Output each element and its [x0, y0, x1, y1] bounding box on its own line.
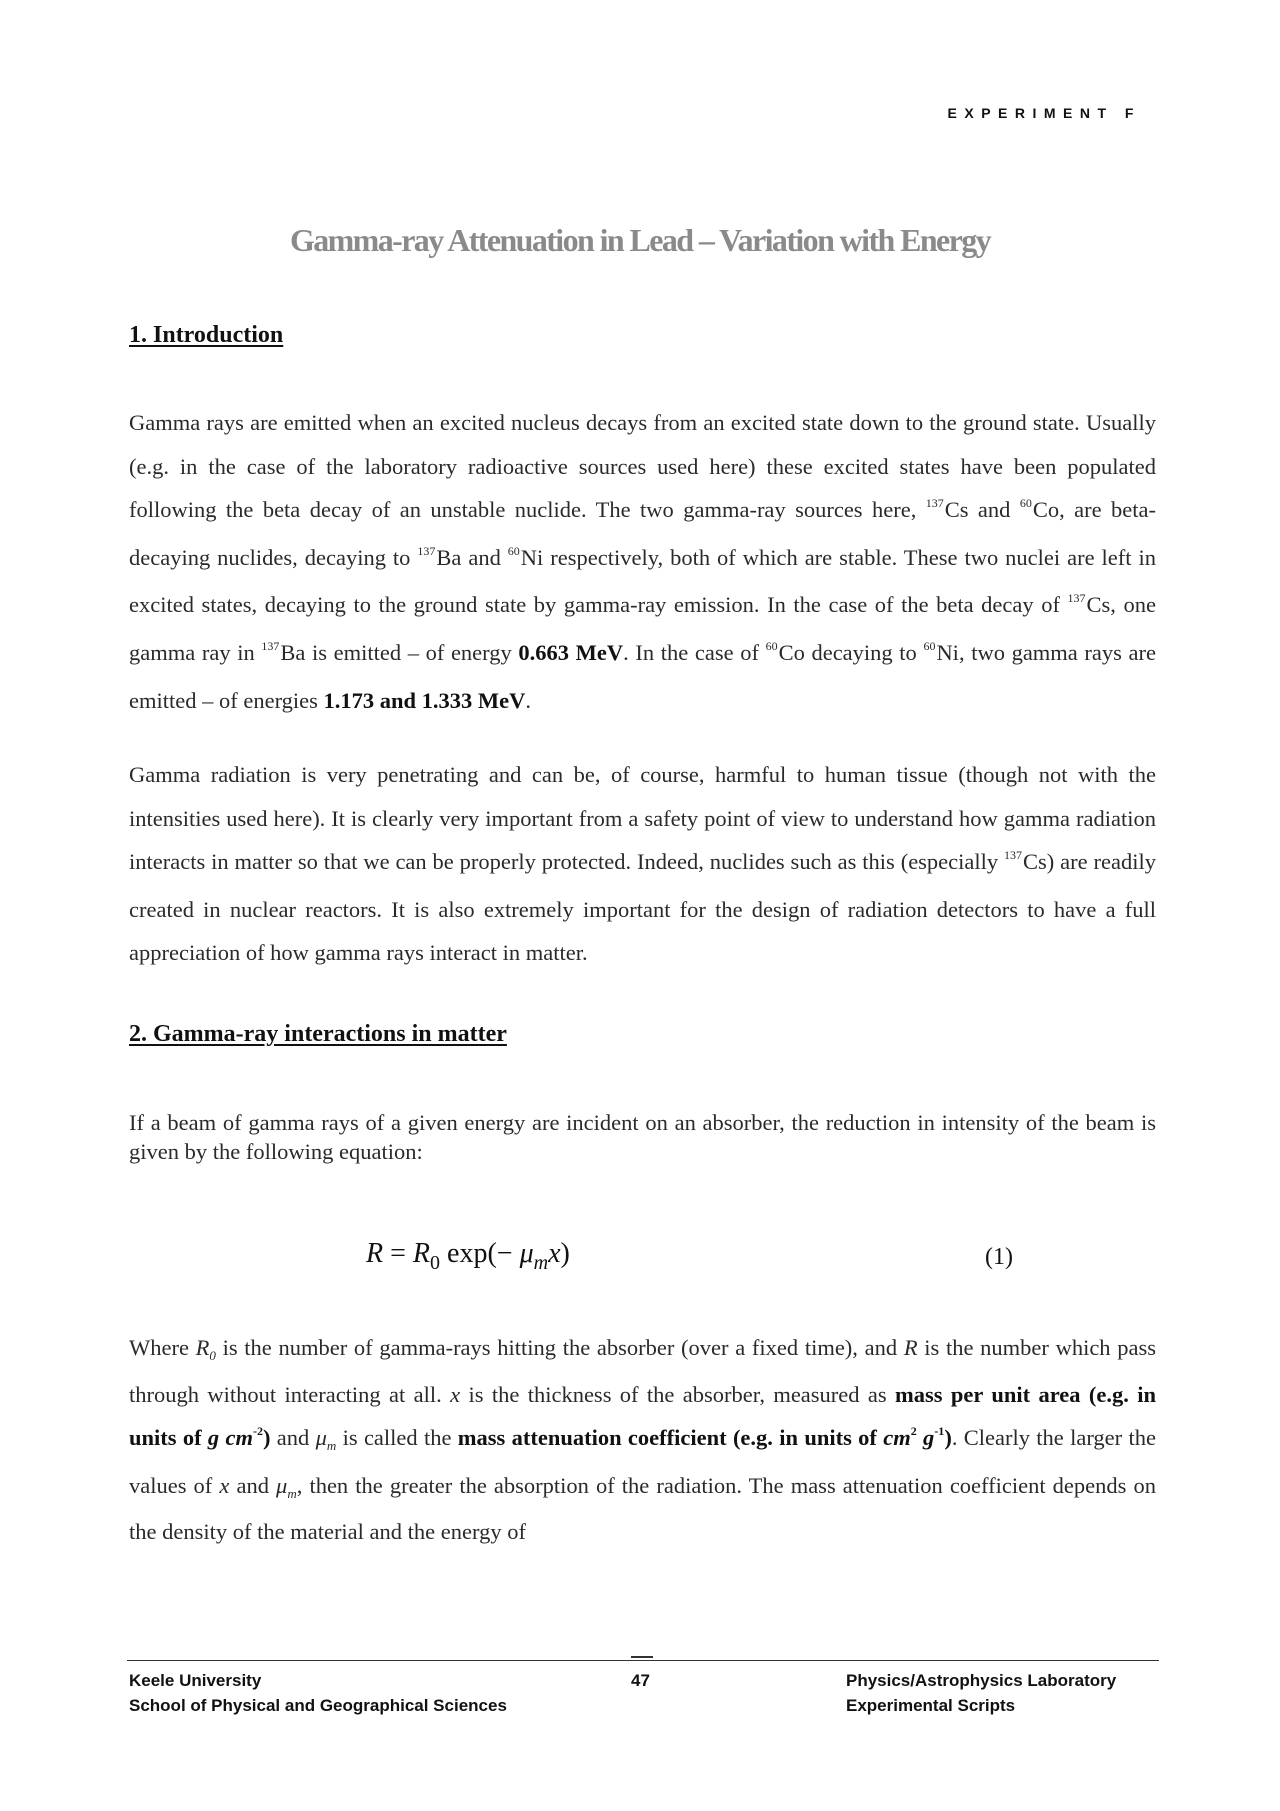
isotope-mass-number: 60	[1019, 496, 1032, 511]
attenuation-equation: $R = R_0$ $\exp(- \mu_mx)$	[366, 1238, 570, 1274]
footer-lab: Physics/Astrophysics Laboratory	[846, 1671, 1117, 1690]
page-number: 47	[631, 1671, 650, 1690]
footer-institution	[129, 1668, 507, 1718]
footer-university: Keele University	[129, 1671, 262, 1690]
isotope-mass-number: 137	[925, 496, 944, 511]
equation-number: (1)	[985, 1244, 1013, 1270]
interactions-paragraph-1: If a beam of gamma rays of a given energy are incident on an absorber, the reduction in intensity of the beam is given by the following equation:	[129, 1110, 1156, 1164]
interactions-paragraph-2: Where $R_0$ is the number of gamma-rays hitting the absorber (over a fixed time), and R is the number which pass through without interacting at all. x is the thickness of the absorber, measured as mass per unit area (e.g. in units of g $cm^{-2}$) and $\mu_m$ is called the mass attenuation coefficient (e.g. in units of $cm^2$ $g^{-1}$). Clearly the larger the values of x and $\mu_m$, then the greater the absorption of the radiation. The mass attenuation coefficient depends on the density of the material and the energy of	[129, 1335, 1156, 1545]
intro-paragraph-1: Gamma rays are emitted when an excited nucleus decays from an excited state down to the ground state. Usually (e.g. in the case of the laboratory radioactive sources used here) these excited states have been populated following the beta decay of an unstable nuclide. The two gamma-ray sources here, $^{137}$Cs and $^{60}$Co, are beta-decaying nuclides, decaying to $^{137}$Ba and $^{60}$Ni respectively, both of which are stable. These two nuclei are left in excited states, decaying to the ground state by gamma-ray emission. In the case of the beta decay of $^{137}$Cs, one gamma ray in $^{137}$Ba is emitted – of energy 0.663 MeV. In the case of $^{60}$Co decaying to $^{60}$Ni, two gamma rays are emitted – of energies 1.173 and 1.333 MeV.	[129, 410, 1156, 713]
footer-page-tick	[631, 1656, 653, 1658]
cs-gamma-energy: 0.663 MeV	[518, 639, 624, 665]
isotope-mass-number: 137	[1004, 848, 1023, 863]
isotope-mass-number: 60	[765, 638, 778, 653]
isotope-mass-number: 137	[261, 638, 280, 653]
isotope-mass-number: 137	[1067, 591, 1086, 606]
footer-course	[846, 1668, 1116, 1718]
isotope-mass-number: 137	[417, 543, 436, 558]
footer-school: School of Physical and Geographical Sciences	[129, 1696, 507, 1715]
isotope-mass-number: 60	[507, 543, 520, 558]
section-heading-introduction: 1. Introduction	[129, 322, 284, 348]
experiment-label: EXPERIMENT F	[947, 105, 1141, 121]
co-gamma-energies: 1.173 and 1.333 MeV	[323, 687, 526, 713]
footer-divider	[127, 1660, 1159, 1661]
footer-scripts: Experimental Scripts	[846, 1696, 1016, 1715]
isotope-mass-number: 60	[923, 638, 936, 653]
document-title: Gamma-ray Attenuation in Lead – Variation with Energy	[289, 222, 991, 258]
intro-paragraph-2: Gamma radiation is very penetrating and can be, of course, harmful to human tissue (though not with the intensities used here). It is clearly very important from a safety point of view to understand how gamma radiation interacts in matter so that we can be properly protected. Indeed, nuclides such as this (especially $^{137}$Cs) are readily created in nuclear reactors. It is also extremely important for the design of radiation detectors to have a full appreciation of how gamma rays interact in matter.	[129, 762, 1156, 966]
section-heading-interactions: 2. Gamma-ray interactions in matter	[129, 1021, 507, 1047]
